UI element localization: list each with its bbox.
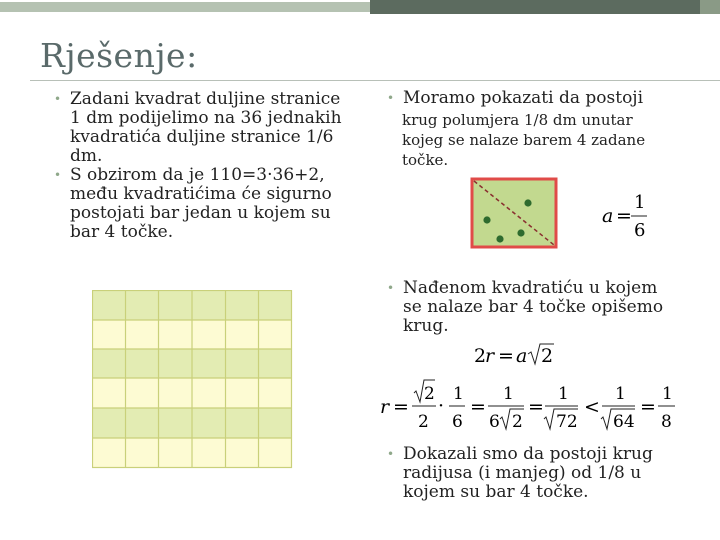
grid-illustration — [92, 290, 294, 470]
svg-text:=: = — [528, 396, 544, 418]
svg-text:2: 2 — [541, 345, 554, 367]
left-bullet-1: • Zadani kvadrat duljine stranice 1 dm podijelimo na 36 jednakih kvadratića duljine stranice 1/6 dm. — [54, 89, 342, 166]
svg-text:·: · — [438, 395, 445, 417]
formula-a-eq: = — [616, 205, 632, 227]
svg-text:r: r — [485, 345, 495, 367]
right-bullet-3: • Dokazali smo da postoji krug radijusa (i manjeg) od 1/8 u kojem su bar 4 točke. — [387, 444, 653, 502]
bullet-icon: • — [54, 92, 62, 106]
right-bullet-2: • Nađenom kvadratiću u kojem se nalaze bar 4 točke opišemo krug. — [387, 278, 664, 336]
formula-r-chain — [378, 375, 698, 435]
svg-text:8: 8 — [661, 412, 672, 432]
svg-text:1: 1 — [615, 384, 626, 404]
bullet-icon: • — [387, 281, 395, 295]
point — [517, 229, 524, 236]
svg-text:2: 2 — [418, 412, 429, 432]
bullet-icon: • — [54, 168, 62, 182]
formula-a-den: 6 — [634, 220, 646, 241]
svg-text:1: 1 — [662, 384, 673, 404]
svg-text:=: = — [470, 396, 486, 418]
svg-text:=: = — [498, 345, 514, 367]
point — [496, 235, 503, 242]
formula-a — [600, 190, 660, 245]
svg-text:72: 72 — [556, 412, 578, 432]
svg-text:r: r — [380, 396, 390, 418]
svg-text:64: 64 — [613, 412, 635, 432]
title-divider — [30, 80, 720, 81]
svg-text:=: = — [640, 396, 656, 418]
small-square-figure — [464, 174, 564, 254]
point — [524, 199, 531, 206]
svg-text:6: 6 — [452, 412, 463, 432]
svg-text:=: = — [393, 396, 409, 418]
left-column-text — [52, 90, 352, 242]
svg-text:2: 2 — [424, 384, 435, 404]
formula-a-lhs: a — [602, 205, 614, 227]
bullet-icon: • — [387, 447, 395, 461]
formula-a-num: 1 — [634, 192, 646, 213]
svg-text:<: < — [584, 396, 600, 418]
svg-text:2: 2 — [512, 412, 523, 432]
svg-text:1: 1 — [558, 384, 569, 404]
svg-text:1: 1 — [453, 384, 464, 404]
bullet-icon: • — [387, 91, 395, 105]
topbar-dark-segment — [370, 0, 700, 14]
top-decorative-bar — [0, 0, 720, 22]
right-bullet-1: • Moramo pokazati da postoji — [387, 88, 644, 108]
point — [483, 216, 490, 223]
svg-text:2: 2 — [474, 345, 487, 367]
svg-text:6: 6 — [489, 412, 500, 432]
svg-text:a: a — [516, 345, 528, 367]
left-bullet-2: • S obzirom da je 110=3·36+2, među kvadratićima će sigurno postojati bar jedan u kojem su bar 4 točke. — [54, 165, 332, 242]
svg-text:1: 1 — [503, 384, 514, 404]
right-bullet-1-continuation: krug polumjera 1/8 dm unutar kojeg se nalaze barem 4 zadane točke. — [402, 111, 646, 169]
formula-two-r — [472, 340, 562, 370]
slide-title: Rješenje: — [40, 36, 198, 75]
